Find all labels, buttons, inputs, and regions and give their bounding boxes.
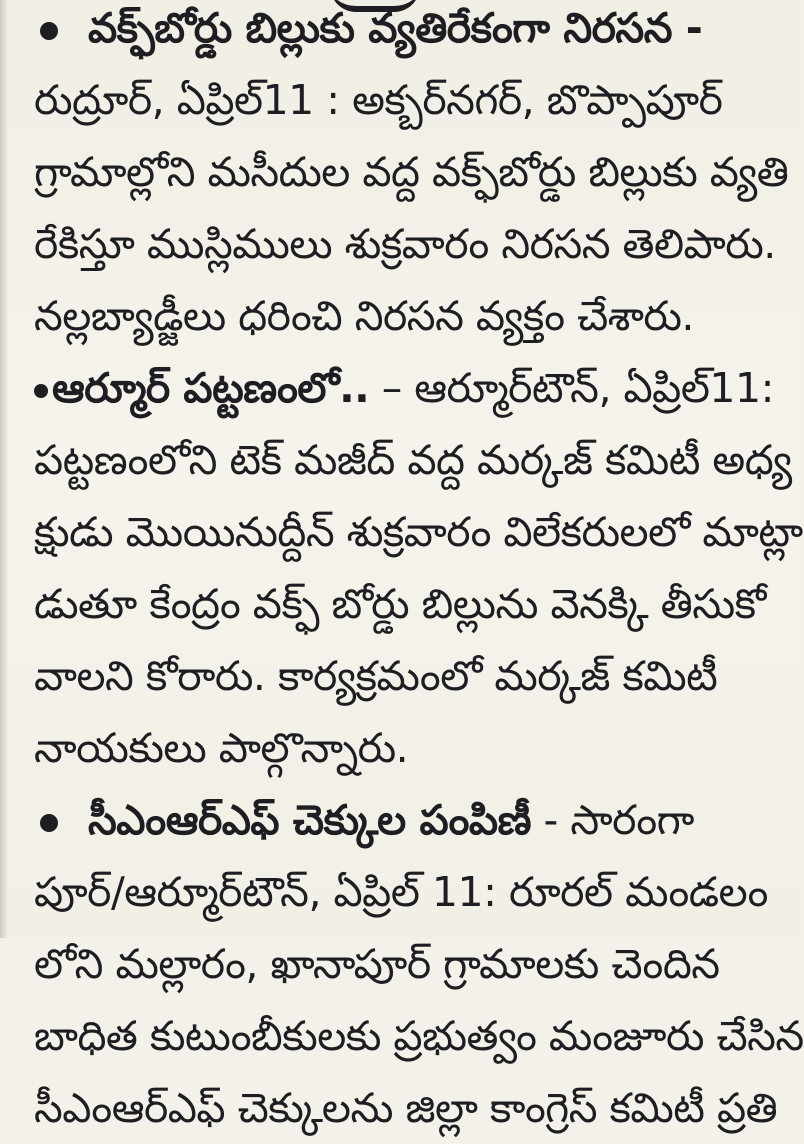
body-line: పట్టణంలోని టెక్ మజీద్ వద్ద మర్కజ్ కమిటీ అధ్య (34, 436, 792, 484)
bullet-icon (40, 22, 58, 40)
dateline: – ఆర్మూర్‌టౌన్, ఏప్రిల్11: (369, 364, 774, 412)
body-line: నాయకులు పాల్గొన్నారు. (34, 724, 409, 772)
headline-row (34, 352, 794, 424)
body-line: రుద్రూర్, ఏప్రిల్11 : అక్బర్‌నగర్, బొప్పాపూర్ (34, 76, 723, 124)
dateline: - సారంగా (530, 796, 694, 844)
body-line: సీఎంఆర్ఎఫ్ చెక్కులను జిల్లా కాంగ్రెస్ కమిటీ ప్రతి (34, 1084, 778, 1132)
bullet-icon (34, 384, 48, 398)
body-line: గ్రామాల్లోని మసీదుల వద్ద వక్ఫ్‌బోర్డు బిల్లుకు వ్యతి (34, 148, 789, 196)
headline-armoor-town: ఆర్మూర్ పట్టణంలో.. (52, 364, 370, 412)
body-line: లోని మల్లారం, ఖానాపూర్ గ్రామాలకు చెందిన (34, 940, 720, 988)
body-line: క్షుడు మొయినుద్దీన్ శుక్రవారం విలేకరులలో మాట్లా (34, 508, 803, 556)
body-line: నల్లబ్యాడ్జీలు ధరించి నిరసన వ్యక్తం చేశారు. (34, 292, 694, 340)
headline-row (34, 784, 794, 856)
headline-cmrf-cheques: సీఎంఆర్ఎఫ్ చెక్కుల పంపిణీ (88, 796, 531, 844)
body-line: వాలని కోరారు. కార్యక్రమంలో మర్కజ్ కమిటీ (34, 652, 718, 700)
headline-waqf-protest: వక్ఫ్‌బోర్డు బిల్లుకు వ్యతిరేకంగా నిరసన - (88, 4, 703, 52)
body-line: రేకిస్తూ ముస్లిములు శుక్రవారం నిరసన తెలిపారు. (34, 220, 776, 268)
body-line: పూర్/ఆర్మూర్‌టౌన్, ఏప్రిల్ 11: రూరల్ మండలం (34, 868, 768, 916)
bullet-icon (40, 814, 58, 832)
body-line: బాధిత కుటుంబీకులకు ప్రభుత్వం మంజూరు చేసిన (34, 1012, 804, 1060)
body-line: డుతూ కేంద్రం వక్ఫ్ బోర్డు బిల్లును వెనక్కి తీసుకో (34, 580, 766, 628)
article-column (34, 0, 804, 1144)
page-margin-shadow (0, 0, 8, 938)
headline-row (34, 0, 794, 64)
